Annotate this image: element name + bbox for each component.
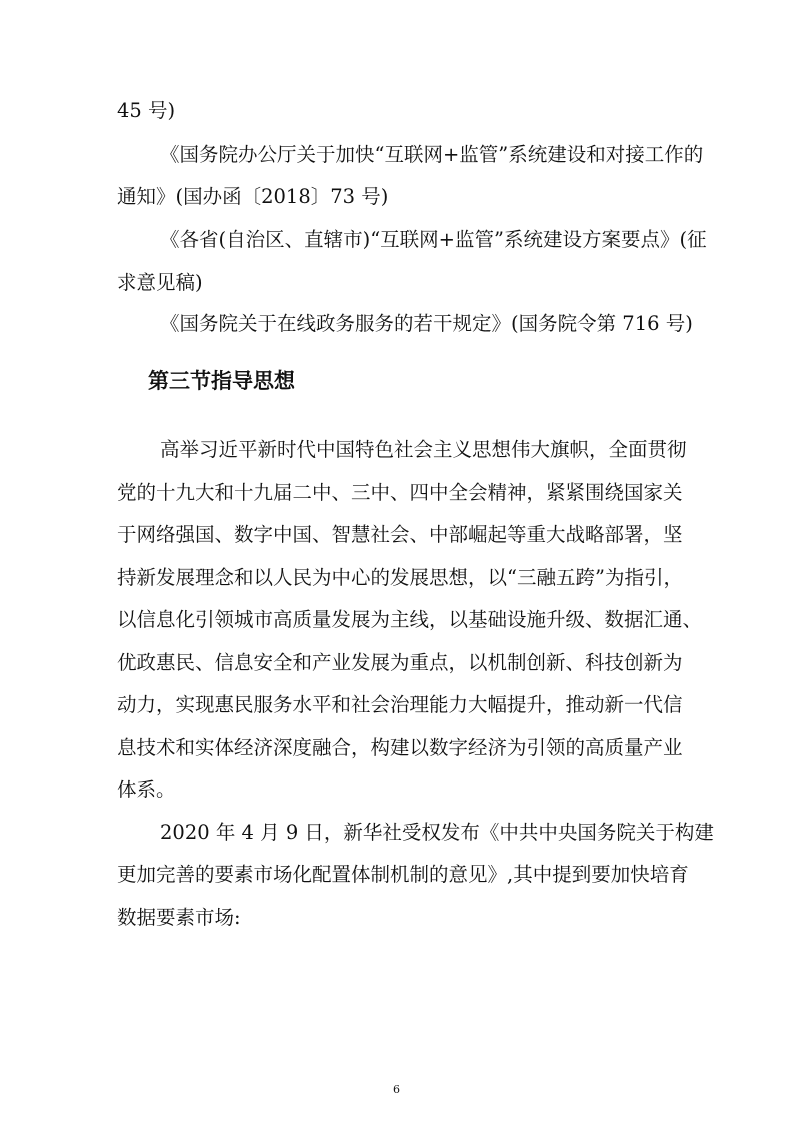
paragraph-line: 党的十九大和十九届二中、三中、四中全会精神，紧紧围绕国家关 [117,481,683,504]
paragraph-line: 于网络强国、数字中国、智慧社会、中部崛起等重大战略部署，坚 [117,523,683,546]
paragraph-line: 高举习近平新时代中国特色社会主义思想伟大旗帜，全面贯彻 [160,438,687,461]
paragraph-line: 动力，实现惠民服务水平和社会治理能力大幅提升，推动新一代信 [117,693,683,716]
paragraph-line: 优政惠民、信息安全和产业发展为重点，以机制创新、科技创新为 [117,651,683,674]
paragraph-line: 2020 年 4 月 9 日，新华社受权发布《中共中央国务院关于构建 [160,821,714,844]
paragraph-line: 更加完善的要素市场化配置体制机制的意见》,其中提到要加快培育 [117,863,689,886]
reference-line: 《国务院关于在线政务服务的若干规定》(国务院令第 716 号) [160,312,693,335]
paragraph-line: 以信息化引领城市高质量发展为主线，以基础设施升级、数据汇通、 [117,608,703,631]
reference-line: 《各省(自治区、直辖市)“互联网+监管”系统建设方案要点》(征 [160,228,707,251]
section-heading: 第三节指导思想 [148,369,295,393]
paragraph-line: 息技术和实体经济深度融合，构建以数字经济为引领的高质量产业 [117,736,683,759]
reference-line: 45 号) [117,99,176,122]
page-number: 6 [393,1083,400,1096]
reference-line: 《国务院办公厅关于加快“互联网+监管”系统建设和对接工作的 [160,143,704,166]
paragraph-line: 数据要素市场: [117,906,241,929]
reference-line: 通知》(国办函〔2018〕73 号) [117,185,389,208]
reference-line: 求意见稿) [117,271,203,294]
paragraph-line: 体系。 [117,778,176,801]
paragraph-line: 持新发展理念和以人民为中心的发展思想，以“三融五跨”为指引， [117,566,683,589]
